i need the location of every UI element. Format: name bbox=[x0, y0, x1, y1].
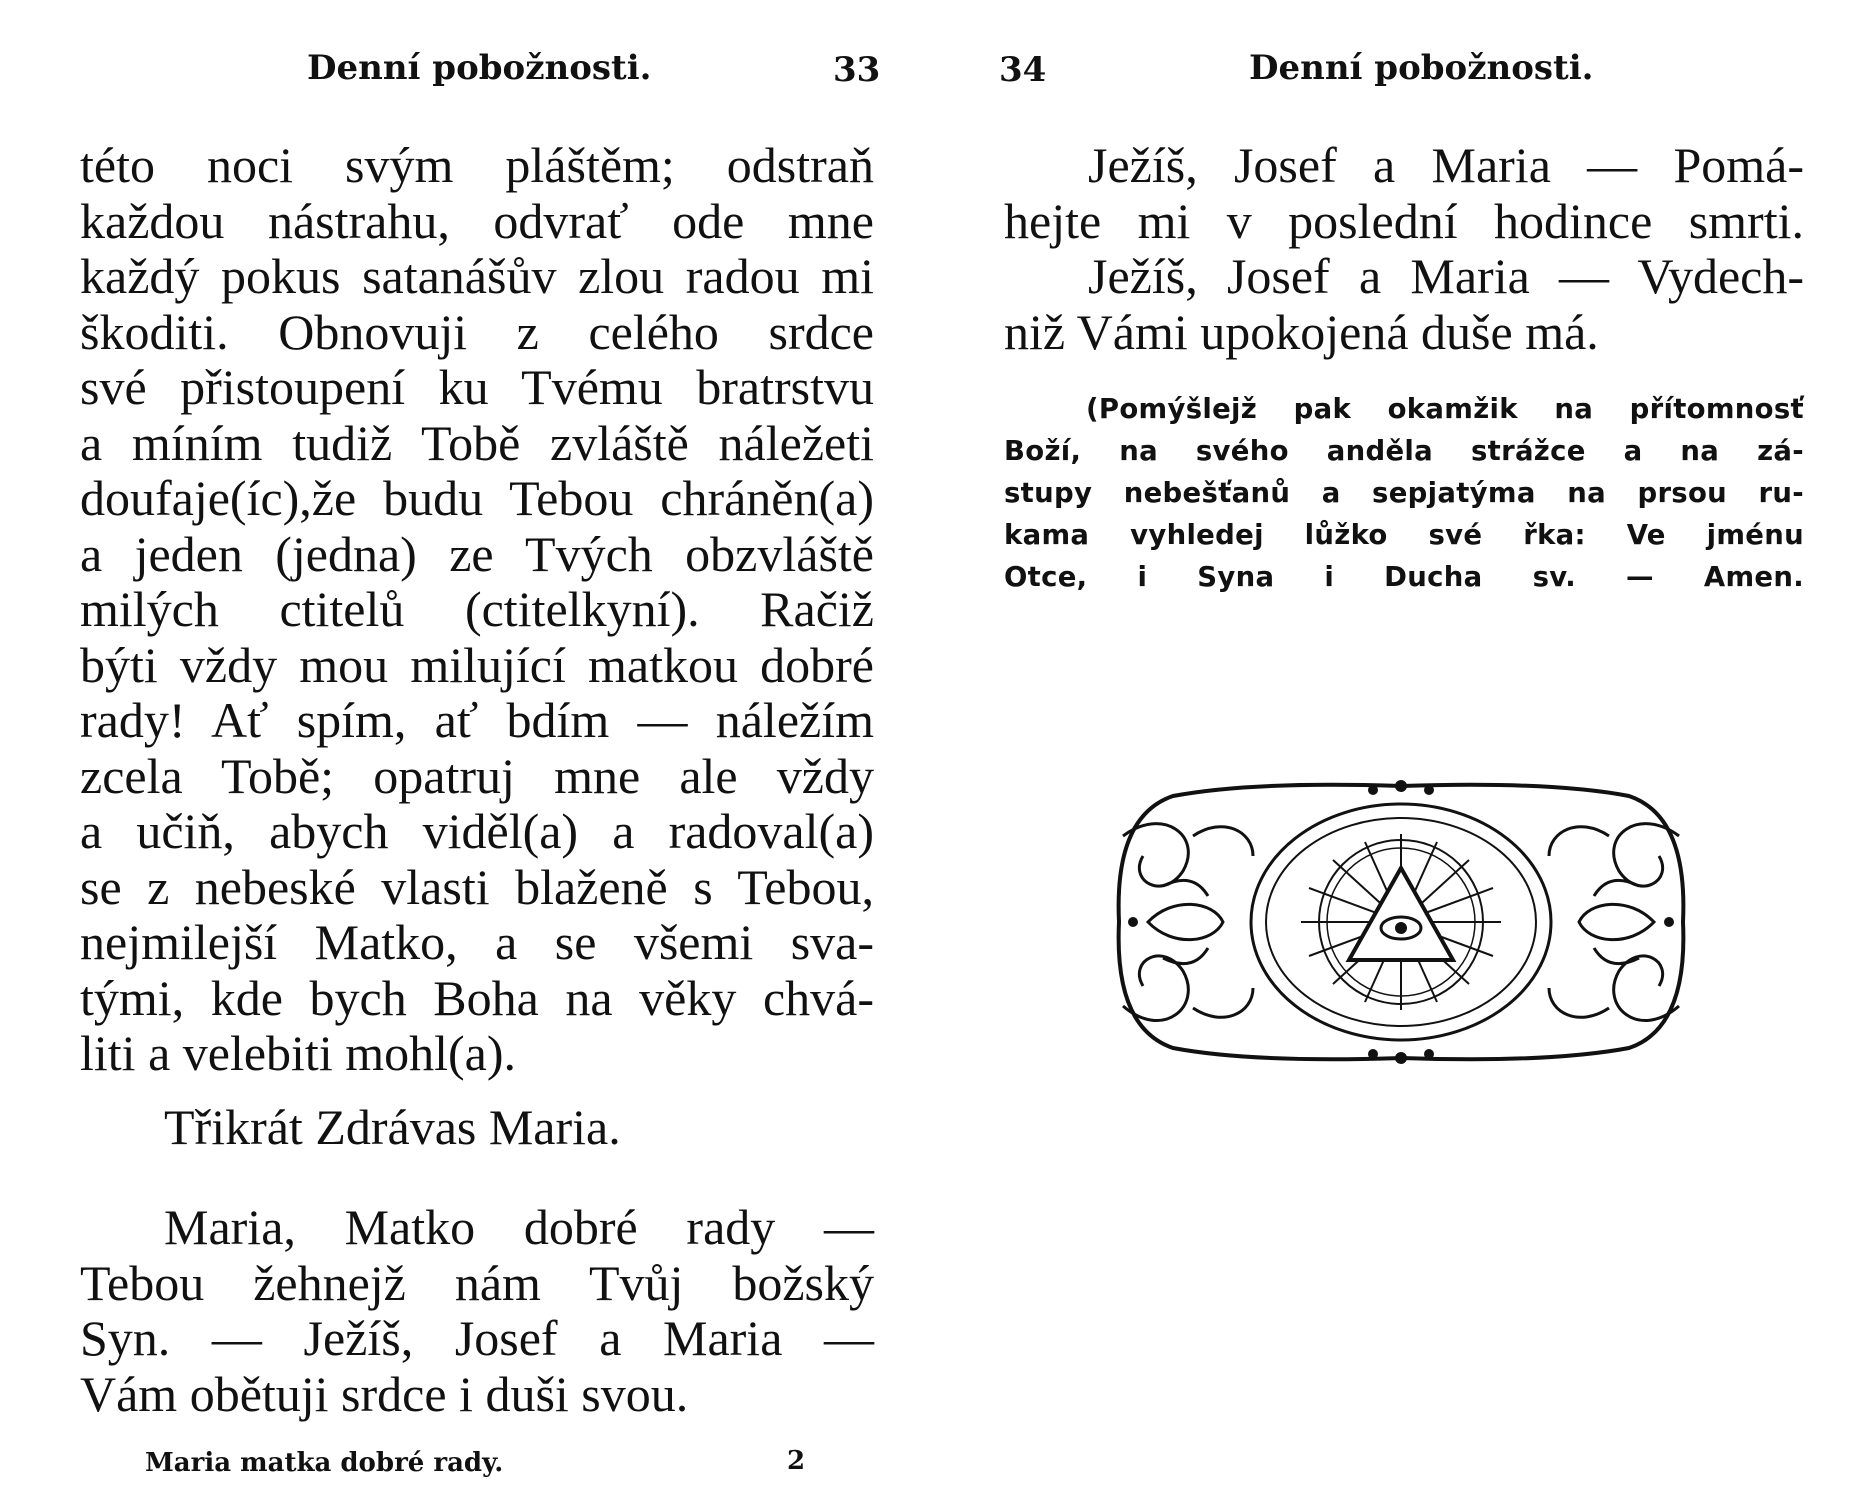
left-prayer bbox=[80, 1200, 874, 1422]
text-line: milých ctitelů (ctitelkyní). Račiž bbox=[80, 581, 874, 637]
right-page bbox=[931, 0, 1862, 1500]
left-page-number: 33 bbox=[833, 50, 881, 90]
text-line: nejmilejší Matko, a se všemi sva- bbox=[80, 914, 874, 970]
prayer-line: Ježíš, Josef a Maria — Vydech- bbox=[1088, 248, 1804, 304]
prayer-line: Tebou žehnejž nám Tvůj božský bbox=[80, 1254, 874, 1311]
signature-title: Maria matka dobré rady. bbox=[145, 1448, 504, 1478]
right-running-head: Denní pobožnosti. bbox=[1249, 48, 1594, 88]
note-line: (Pomýšlejž pak okamžik na přítomnosť bbox=[1086, 393, 1804, 425]
signature-mark: 2 bbox=[787, 1446, 806, 1476]
right-page-number: 34 bbox=[999, 50, 1047, 90]
right-prayer bbox=[1004, 138, 1804, 360]
left-body-paragraph bbox=[80, 138, 874, 1082]
text-line: doufaje(íc),že budu Tebou chráněn(a) bbox=[80, 470, 874, 526]
text-line: se z nebeské vlasti blaženě s Tebou, bbox=[80, 858, 874, 915]
text-line: každý pokus satanášův zlou radou mi bbox=[80, 248, 874, 304]
text-line: liti a velebiti mohl(a). bbox=[80, 1025, 516, 1081]
prayer-line: Ježíš, Josef a Maria — Pomá- bbox=[1088, 137, 1804, 193]
text-line: této noci svým pláštěm; odstraň bbox=[80, 137, 874, 193]
text-line: a míním tudiž Tobě zvláště náležeti bbox=[80, 414, 874, 471]
text-line: své přistoupení ku Tvému bratrstvu bbox=[80, 359, 874, 415]
left-instruction bbox=[80, 1100, 874, 1156]
text-line: tými, kde bych Boha na věky chvá- bbox=[80, 969, 874, 1026]
right-note bbox=[1004, 388, 1804, 598]
note-line: kama vyhledej lůžko své řka: Ve jménu bbox=[1004, 519, 1804, 551]
left-running-head: Denní pobožnosti. bbox=[307, 48, 652, 88]
text-line: rady! Ať spím, ať bdím — náležím bbox=[80, 692, 874, 748]
text-line: každou nástrahu, odvrať ode mne bbox=[80, 192, 874, 249]
text-line: býti vždy mou milující matkou dobré bbox=[80, 636, 874, 693]
text-line: škoditi. Obnovuji z celého srdce bbox=[80, 303, 874, 360]
eye-of-providence-ornament-icon bbox=[1103, 776, 1699, 1068]
prayer-line: niž Vámi upokojená duše má. bbox=[1004, 303, 1599, 360]
prayer-line: Vám obětuji srdce i duši svou. bbox=[80, 1365, 689, 1422]
note-line: stupy nebešťanů a sepjatýma na prsou ru- bbox=[1004, 477, 1804, 509]
note-line: Boží, na svého anděla strážce a na zá- bbox=[1004, 435, 1804, 467]
note-line: Otce, i Syna i Ducha sv. — Amen. bbox=[1004, 561, 1804, 593]
text-line: zcela Tobě; opatruj mne ale vždy bbox=[80, 747, 874, 804]
text-line: a učiň, abych viděl(a) a radoval(a) bbox=[80, 803, 874, 859]
text-line: a jeden (jedna) ze Tvých obzvláště bbox=[80, 525, 874, 582]
prayer-line: Maria, Matko dobré rady — bbox=[164, 1199, 874, 1255]
prayer-line: Syn. — Ježíš, Josef a Maria — bbox=[80, 1310, 874, 1366]
prayer-line: hejte mi v poslední hodince smrti. bbox=[1004, 192, 1804, 249]
instruction-line: Třikrát Zdrávas Maria. bbox=[164, 1099, 621, 1155]
